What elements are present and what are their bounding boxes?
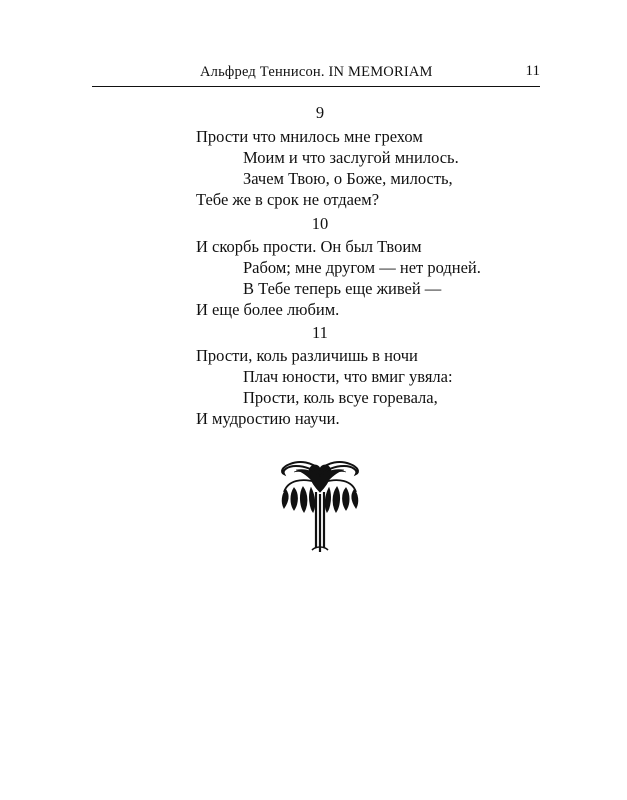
stanza (196, 236, 516, 320)
stanza-number: 11 (312, 323, 328, 342)
verse-line: И еще более любим. (196, 300, 340, 319)
verse-line: Зачем Твою, о Боже, милость, (243, 169, 453, 188)
verse-line: Плач юности, что вмиг увяла: (243, 367, 453, 386)
verse-line: И скорбь прости. Он был Твоим (196, 237, 422, 256)
verse-line: Прости что мнилось мне грехом (196, 127, 423, 146)
stanza (196, 345, 516, 429)
verse-line: Тебе же в срок не отдаем? (196, 190, 380, 209)
header-rule (92, 86, 540, 87)
stanza (196, 126, 516, 210)
floral-heart-ornament-icon (272, 456, 368, 554)
verse-line: Рабом; мне другом — нет родней. (243, 258, 481, 277)
verse-line: И мудростию научи. (196, 409, 340, 428)
verse-line: Прости, коль различишь в ночи (196, 346, 418, 365)
verse-line: Моим и что заслугой мнилось. (243, 148, 459, 167)
verse-line: В Тебе теперь еще живей — (243, 279, 442, 298)
stanza-number: 9 (315, 103, 325, 122)
running-head: Альфред Теннисон. IN MEMORIAM (200, 64, 433, 80)
verse-line: Прости, коль всуе горевала, (243, 388, 438, 407)
page-number: 11 (525, 63, 540, 79)
page-header (92, 62, 540, 84)
stanza-number: 10 (311, 214, 329, 233)
